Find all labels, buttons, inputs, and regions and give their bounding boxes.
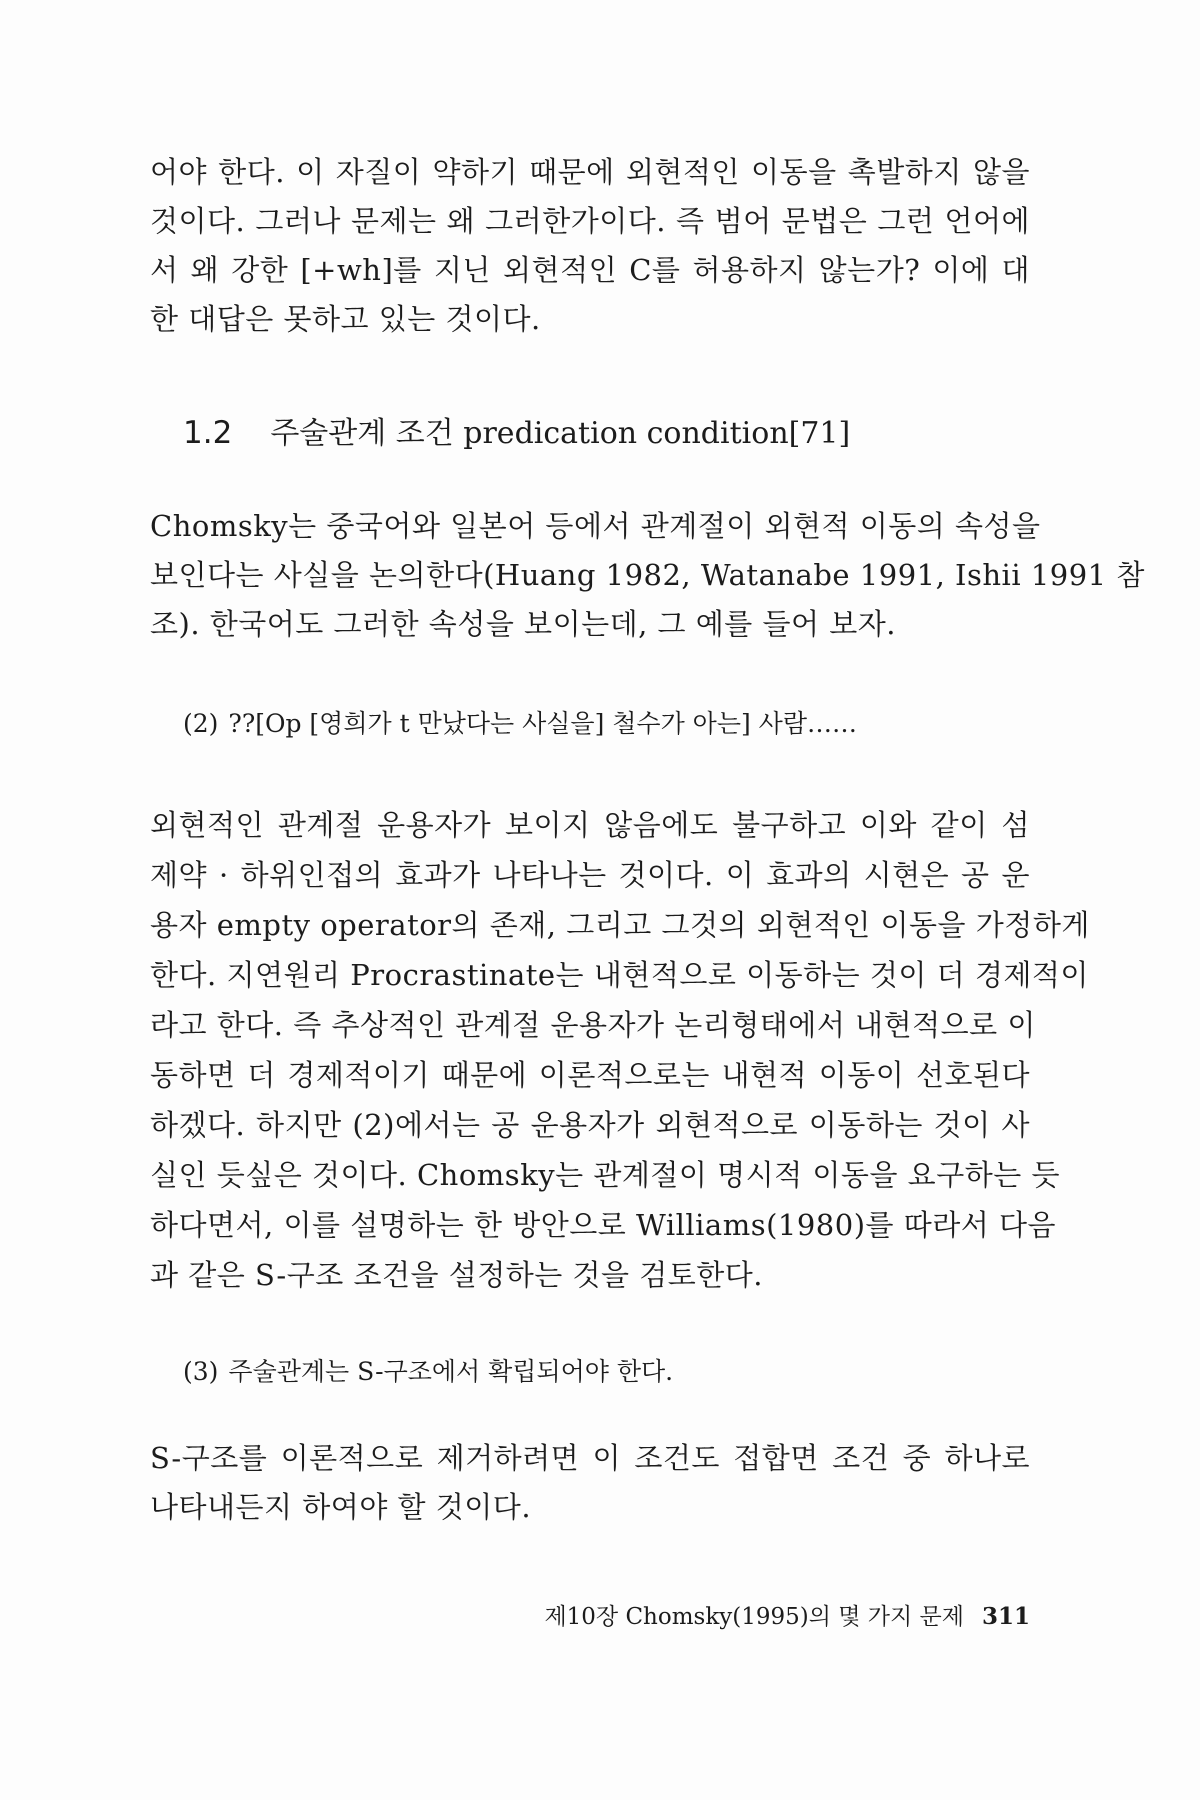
text-line: 하다면서, 이를 설명하는 한 방안으로 Williams(1980)를 따라서 다음 [150,1208,1057,1242]
text-line: S-구조를 이론적으로 제거하려면 이 조건도 접합면 조건 중 하나로 [150,1441,1030,1475]
section-heading [183,408,850,452]
text-line: 한다. 지연원리 Procrastinate는 내현적으로 이동하는 것이 더 경제적이 [150,958,1089,992]
text-line: 것이다. 그러나 문제는 왜 그러한가이다. 즉 범어 문법은 그런 언어에 [150,204,1030,238]
example-number: (2) [183,709,219,738]
section-title: 주술관계 조건 predication condition[71] [270,416,851,451]
text-line: Chomsky는 중국어와 일본어 등에서 관계절이 외현적 이동의 속성을 [150,509,1041,543]
page-footer [544,1598,1030,1631]
text-line: 나타내든지 하여야 할 것이다. [150,1490,532,1524]
text-line: 하겠다. 하지만 (2)에서는 공 운용자가 외현적으로 이동하는 것이 사 [150,1108,1030,1142]
section-number: 1.2 [183,415,233,451]
paragraph-4-text [150,1434,1030,1532]
text-line: 보인다는 사실을 논의한다(Huang 1982, Watanabe 1991, Ishii 1991 참 [150,558,1145,592]
example-number: (3) [183,1357,219,1386]
running-footer: 제10장 Chomsky(1995)의 몇 가지 문제 [544,1604,964,1630]
paragraph-2 [150,502,1145,649]
example-text: ??[Op [영희가 t 만났다는 사실을] 철수가 아는] 사람…… [228,709,857,738]
text-line: 한 대답은 못하고 있는 것이다. [150,302,541,336]
example-3 [183,1352,673,1388]
example-2 [183,704,857,740]
paragraph-4 [150,1434,1030,1532]
paragraph-1 [150,148,1030,344]
paragraph-1-text [150,148,1030,344]
example-text: 주술관계는 S-구조에서 확립되어야 한다. [228,1357,674,1386]
text-line: 동하면 더 경제적이기 때문에 이론적으로는 내현적 이동이 선호된다 [150,1058,1030,1092]
text-line: 어야 한다. 이 자질이 약하기 때문에 외현적인 이동을 촉발하지 않을 [150,155,1030,189]
text-line: 서 왜 강한 [+wh]를 지닌 외현적인 C를 허용하지 않는가? 이에 대 [150,253,1030,287]
text-line: 라고 한다. 즉 추상적인 관계절 운용자가 논리형태에서 내현적으로 이 [150,1008,1036,1042]
text-line: 용자 empty operator의 존재, 그리고 그것의 외현적인 이동을 가정하게 [150,908,1090,942]
paragraph-2-text [150,502,1145,649]
text-line: 실인 듯싶은 것이다. Chomsky는 관계절이 명시적 이동을 요구하는 듯 [150,1158,1060,1192]
paragraph-3-text [150,800,1090,1300]
paragraph-3 [150,800,1090,1300]
text-line: 외현적인 관계절 운용자가 보이지 않음에도 불구하고 이와 같이 섬 [150,808,1030,842]
page-number: 311 [981,1603,1030,1630]
text-line: 과 같은 S-구조 조건을 설정하는 것을 검토한다. [150,1258,764,1292]
text-line: 제약 · 하위인접의 효과가 나타나는 것이다. 이 효과의 시현은 공 운 [150,858,1030,892]
text-line: 조). 한국어도 그러한 속성을 보이는데, 그 예를 들어 보자. [150,607,897,641]
